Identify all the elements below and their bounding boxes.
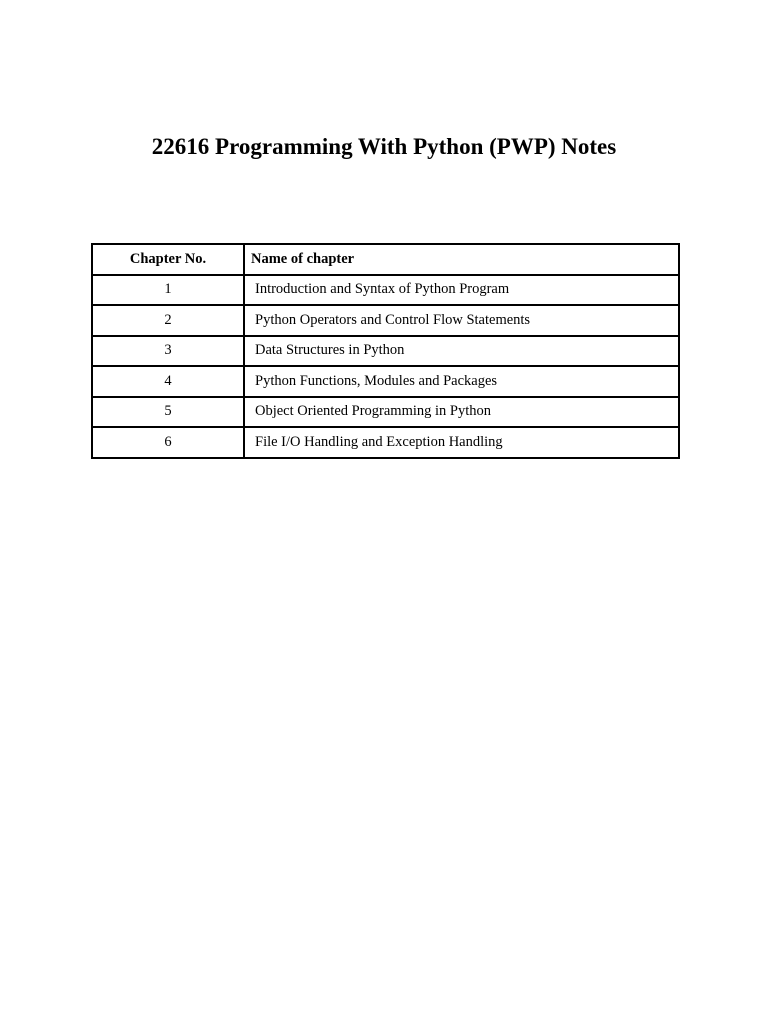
chapter-table <box>91 243 680 459</box>
page-title: 22616 Programming With Python (PWP) Notes <box>151 134 617 159</box>
chapter-name: File I/O Handling and Exception Handling <box>244 427 679 458</box>
table-row <box>92 305 679 336</box>
chapter-number: 2 <box>92 305 244 336</box>
header-chapter-no: Chapter No. <box>92 244 244 275</box>
chapter-number: 4 <box>92 366 244 397</box>
header-chapter-name: Name of chapter <box>244 244 679 275</box>
table-row <box>92 427 679 458</box>
table-row <box>92 336 679 367</box>
table-row <box>92 397 679 428</box>
table-header-row <box>92 244 679 275</box>
chapter-number: 3 <box>92 336 244 367</box>
chapter-name: Python Operators and Control Flow Statements <box>244 305 679 336</box>
table-row <box>92 275 679 306</box>
table-row <box>92 366 679 397</box>
chapter-number: 6 <box>92 427 244 458</box>
chapter-number: 1 <box>92 275 244 306</box>
chapter-name: Python Functions, Modules and Packages <box>244 366 679 397</box>
chapter-name: Object Oriented Programming in Python <box>244 397 679 428</box>
chapter-number: 5 <box>92 397 244 428</box>
chapter-name: Data Structures in Python <box>244 336 679 367</box>
chapter-name: Introduction and Syntax of Python Program <box>244 275 679 306</box>
